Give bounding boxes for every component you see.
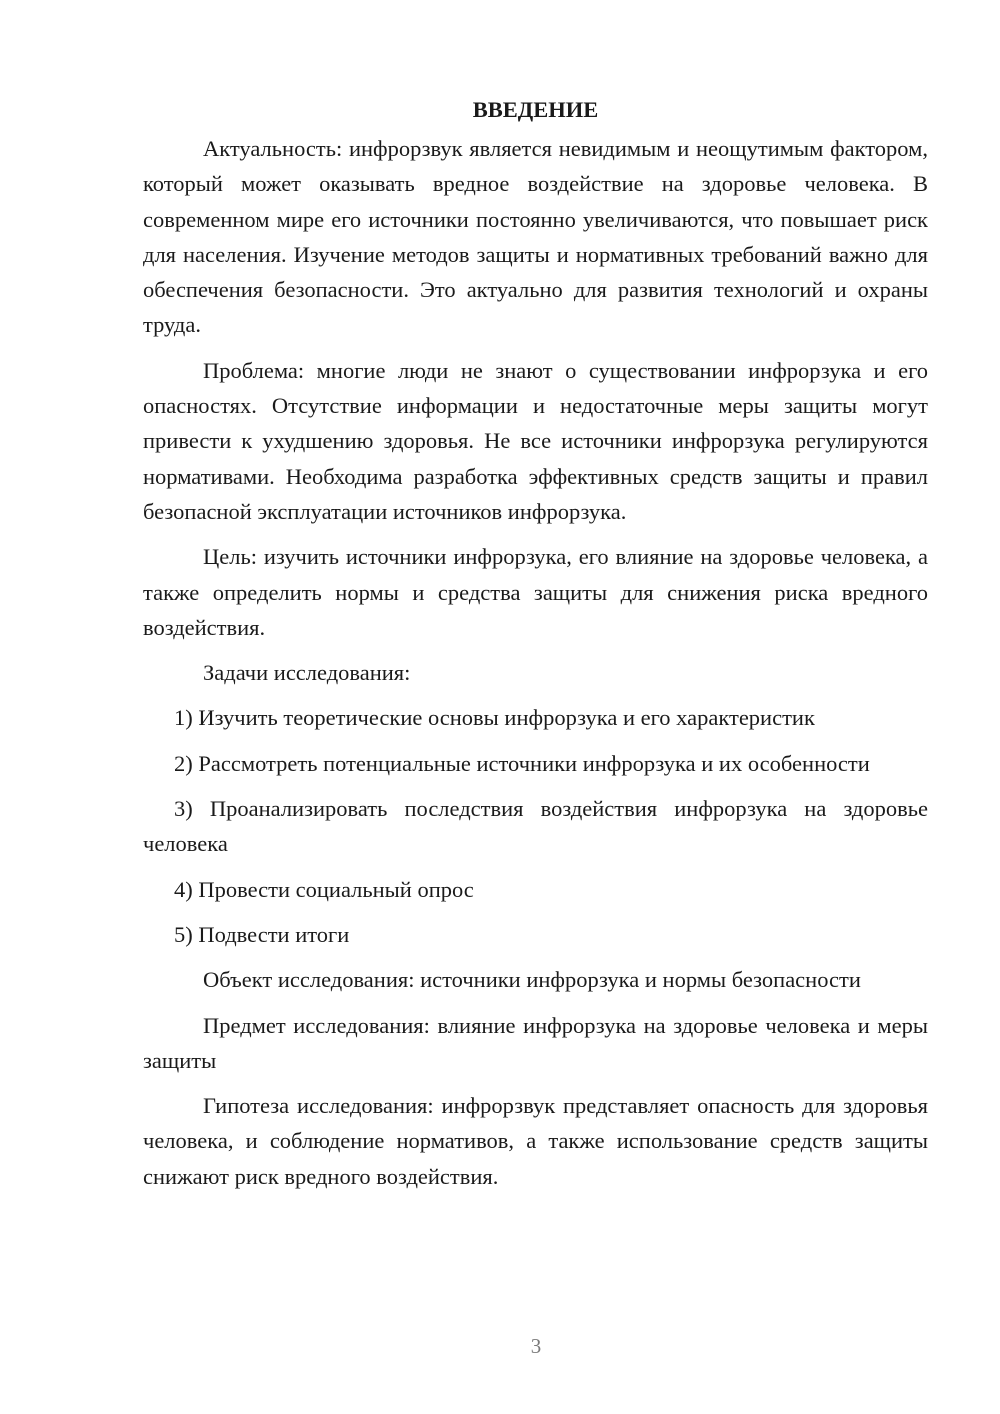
page-number: 3: [530, 1334, 542, 1358]
tasks-heading: Задачи исследования:: [203, 660, 411, 686]
task-item-1: 1) Изучить теоретические основы инфрорзука и его характеристик: [174, 705, 815, 731]
paragraph-object: Объект исследования: источники инфрорзука и нормы безопасности: [203, 967, 861, 993]
paragraph-problem: Проблема: многие люди не знают о существовании инфрорзука и его опасностях. Отсутствие информации и недостаточные меры защиты могут привести к ухудшению здоровья. Не все источники инфрорзука регулируются нормативами. Необходима разработка эффективных средств защиты и правил безопасной эксплуатации источников инфрорзука.: [143, 357, 928, 524]
task-item-3: 3) Проанализировать последствия воздействия инфрорзука на здоровье человека: [143, 796, 928, 857]
page-title: ВВЕДЕНИЕ: [472, 97, 599, 122]
task-item-4: 4) Провести социальный опрос: [174, 876, 474, 902]
task-item-2: 2) Рассмотреть потенциальные источники инфрорзука и их особенности: [174, 750, 870, 776]
paragraph-hypothesis: Гипотеза исследования: инфрорзвук представляет опасность для здоровья человека, и соблюдение нормативов, а также использование средств защиты снижают риск вредного воздействия.: [143, 1093, 928, 1189]
task-item-5: 5) Подвести итоги: [174, 921, 350, 947]
paragraph-goal: Цель: изучить источники инфрорзука, его влияние на здоровье человека, а также определить нормы и средства защиты для снижения риска вредного воздействия.: [143, 544, 928, 640]
page-content: [143, 92, 928, 1204]
paragraph-relevance: Актуальность: инфрорзвук является невидимым и неощутимым фактором, который может оказывать вредное воздействие на здоровье человека. В современном мире его источники постоянно увеличиваются, что повышает риск для населения. Изучение методов защиты и нормативных требований важно для обеспечения безопасности. Это актуально для развития технологий и охраны труда.: [143, 136, 928, 338]
paragraph-subject: Предмет исследования: влияние инфрорзука на здоровье человека и меры защиты: [143, 1012, 928, 1073]
